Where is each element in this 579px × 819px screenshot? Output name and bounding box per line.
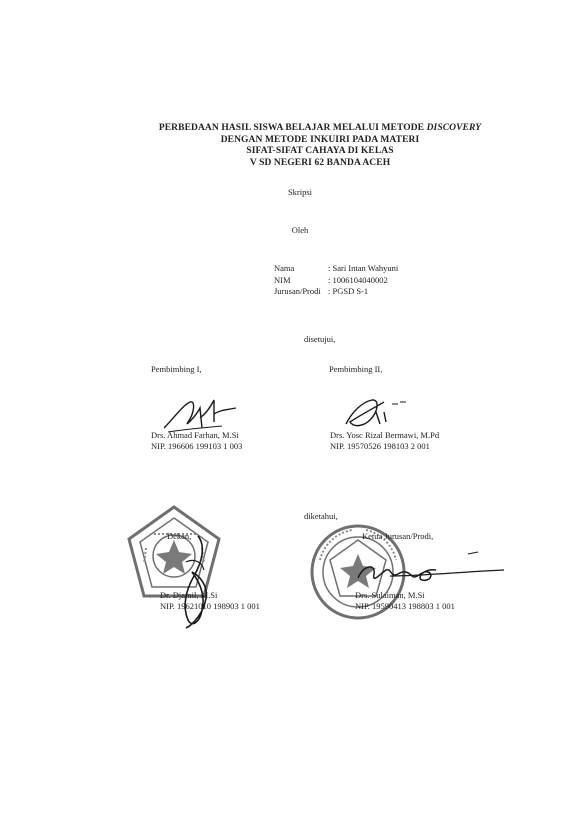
title-line1: PERBEDAAN HASIL SISWA BELAJAR MELALUI METODE — [158, 123, 427, 133]
head-block — [355, 590, 455, 612]
author-label: Nama — [274, 263, 295, 273]
dean-block — [160, 590, 260, 612]
supervisor2-role: Pembimbing II, — [329, 364, 383, 374]
title-line2: DENGAN METODE INKUIRI PADA MATERI — [220, 134, 420, 145]
author-row-name — [274, 263, 398, 275]
dean-role: Dekan, — [167, 531, 192, 541]
approved-label: disetujui, — [304, 334, 336, 344]
author-value: : 1006104040002 — [328, 274, 388, 285]
title-line1-italic: DISCOVERY — [426, 123, 482, 133]
head-name: Drs. Sulaiman, M.Si — [355, 590, 425, 600]
supervisor1-name: Drs. Ahmad Farhan, M.Si — [151, 430, 239, 440]
author-value: : PGSD S-1 — [328, 286, 369, 296]
supervisor1-role: Pembimbing I, — [151, 364, 202, 374]
author-value: : Sari Intan Wahyuni — [328, 263, 399, 273]
title-line3: SIFAT-SIFAT CAHAYA DI KELAS — [246, 146, 394, 156]
doc-type: Skripsi — [287, 187, 313, 197]
supervisor1-nip: NIP. 196606 199103 1 003 — [151, 441, 243, 451]
supervisor2-block — [330, 430, 439, 452]
dean-name: Dr. Djamil, M.Si — [160, 590, 218, 600]
author-row-nim — [274, 275, 398, 287]
known-label: diketahui, — [304, 511, 338, 521]
author-label: NIM — [274, 274, 291, 285]
dean-nip: NIP. 19621010 198903 1 001 — [160, 601, 260, 611]
thesis-title — [150, 123, 490, 169]
author-info — [274, 263, 398, 298]
signature-supervisor2 — [340, 390, 420, 434]
signature-supervisor1 — [160, 388, 240, 436]
head-nip: NIP. 19590413 198803 1 001 — [355, 601, 455, 611]
author-label: Jurusan/Prodi — [274, 286, 321, 296]
supervisor1-block — [151, 430, 242, 452]
supervisor2-nip: NIP. 19570526 198103 2 001 — [330, 441, 430, 451]
title-line4: V SD NEGERI 62 BANDA ACEH — [249, 157, 391, 168]
author-row-prodi — [274, 286, 398, 298]
supervisor2-name: Drs. Yosc Rizal Bermawi, M.Pd — [330, 430, 440, 440]
signature-dean — [172, 532, 220, 632]
by-label: Oleh — [291, 225, 309, 235]
head-role: Ketua Jurusan/Prodi, — [362, 531, 434, 541]
